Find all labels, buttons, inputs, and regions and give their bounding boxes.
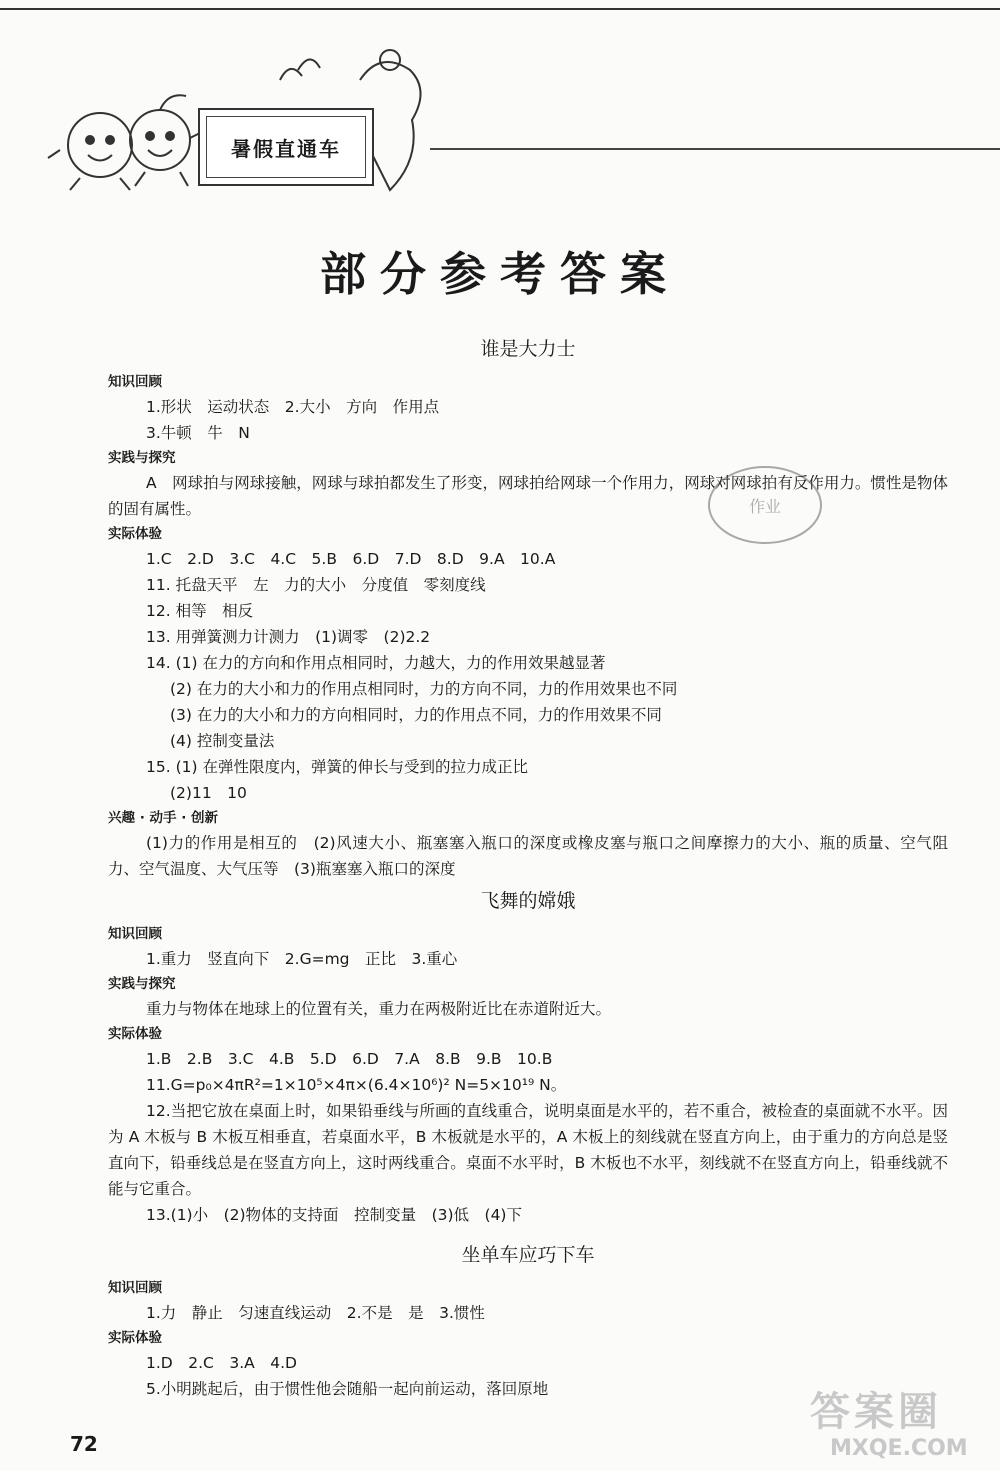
answer-line: 11. 托盘天平 左 力的大小 分度值 零刻度线 <box>146 576 486 594</box>
answer-line: 3.牛顿 牛 N <box>146 424 250 442</box>
section-title: 飞舞的嫦娥 <box>480 890 576 912</box>
watermark-logo: 答案圈 <box>810 1389 942 1435</box>
subheading: 知识回顾 <box>108 374 162 390</box>
answer-paragraph: (1)力的作用是相互的 (2)风速大小、瓶塞塞入瓶口的深度或橡皮塞与瓶口之间摩擦力的大小、瓶的质量、空气阻力、空气温度、大气压等 (3)瓶塞塞入瓶口的深度 <box>108 834 948 878</box>
page-title: 部分参考答案 <box>320 247 680 301</box>
answer-line: 1.重力 竖直向下 2.G=mg 正比 3.重心 <box>146 950 458 968</box>
answer-line: 11.G=p₀×4πR²=1×10⁵×4π×(6.4×10⁶)² N=5×10¹⁹ N。 <box>146 1076 567 1094</box>
answer-line: 1.力 静止 匀速直线运动 2.不是 是 3.惯性 <box>146 1304 485 1322</box>
answer-line: 14. (1) 在力的方向和作用点相同时，力越大，力的作用效果越显著 <box>146 654 606 672</box>
subheading: 实际体验 <box>108 526 162 542</box>
answer-line: 13. 用弹簧测力计测力 (1)调零 (2)2.2 <box>146 628 431 646</box>
top-rule <box>0 8 1000 10</box>
series-label-box <box>198 108 374 186</box>
answer-paragraph: 重力与物体在地球上的位置有关，重力在两极附近比在赤道附近大。 <box>146 1000 612 1018</box>
answer-line: (2)11 10 <box>170 784 247 802</box>
header-rule <box>430 148 1000 150</box>
answer-line: (3) 在力的大小和力的方向相同时，力的作用点不同，力的作用效果不同 <box>170 706 662 724</box>
section-title: 谁是大力士 <box>480 338 576 360</box>
subheading: 实际体验 <box>108 1330 162 1346</box>
subheading: 实践与探究 <box>108 976 176 992</box>
answer-line: 1.C 2.D 3.C 4.C 5.B 6.D 7.D 8.D 9.A 10.A <box>146 550 556 568</box>
subheading: 知识回顾 <box>108 1280 162 1296</box>
answer-content <box>108 330 948 1402</box>
answer-line: 1.B 2.B 3.C 4.B 5.D 6.D 7.A 8.B 9.B 10.B <box>146 1050 553 1068</box>
subheading: 实际体验 <box>108 1026 162 1042</box>
answer-paragraph: 12.当把它放在桌面上时，如果铅垂线与所画的直线重合，说明桌面是水平的，若不重合，被检查的桌面就不水平。因为 A 木板与 B 木板互相垂直，若桌面水平，B 木板就是水平的，A 木板上的刻线就在竖直方向上，由于重力的方向总是竖直向下，铅垂线总是在竖直方向上，这时两线重合。桌面不水平时，B 木板也不水平，刻线就不在竖直方向上，铅垂线就不能与它重合。 <box>108 1102 948 1198</box>
answer-paragraph: A 网球拍与网球接触，网球与球拍都发生了形变，网球拍给网球一个作用力，网球对网球拍有反作用力。惯性是物体的固有属性。 <box>108 474 948 518</box>
answer-line: 15. (1) 在弹性限度内，弹簧的伸长与受到的拉力成正比 <box>146 758 528 776</box>
answer-line: 12. 相等 相反 <box>146 602 254 620</box>
page-number: 72 <box>70 1432 98 1456</box>
answer-line: (4) 控制变量法 <box>170 732 275 750</box>
answer-line: 1.形状 运动状态 2.大小 方向 作用点 <box>146 398 440 416</box>
series-label: 暑假直通车 <box>206 116 366 178</box>
answer-line: 1.D 2.C 3.A 4.D <box>146 1354 297 1372</box>
subheading: 知识回顾 <box>108 926 162 942</box>
section-title: 坐单车应巧下车 <box>461 1244 595 1266</box>
subheading: 实践与探究 <box>108 450 176 466</box>
answer-line: 5.小明跳起后，由于惯性他会随船一起向前运动，落回原地 <box>146 1380 549 1398</box>
stamp-text: 作业 <box>748 497 782 516</box>
watermark-url: MXQE.COM <box>830 1436 968 1461</box>
subheading: 兴趣 · 动手 · 创新 <box>108 810 219 826</box>
answer-line: (2) 在力的大小和力的作用点相同时，力的方向不同，力的作用效果也不同 <box>170 680 678 698</box>
answer-line: 13.(1)小 (2)物体的支持面 控制变量 (3)低 (4)下 <box>146 1206 522 1224</box>
